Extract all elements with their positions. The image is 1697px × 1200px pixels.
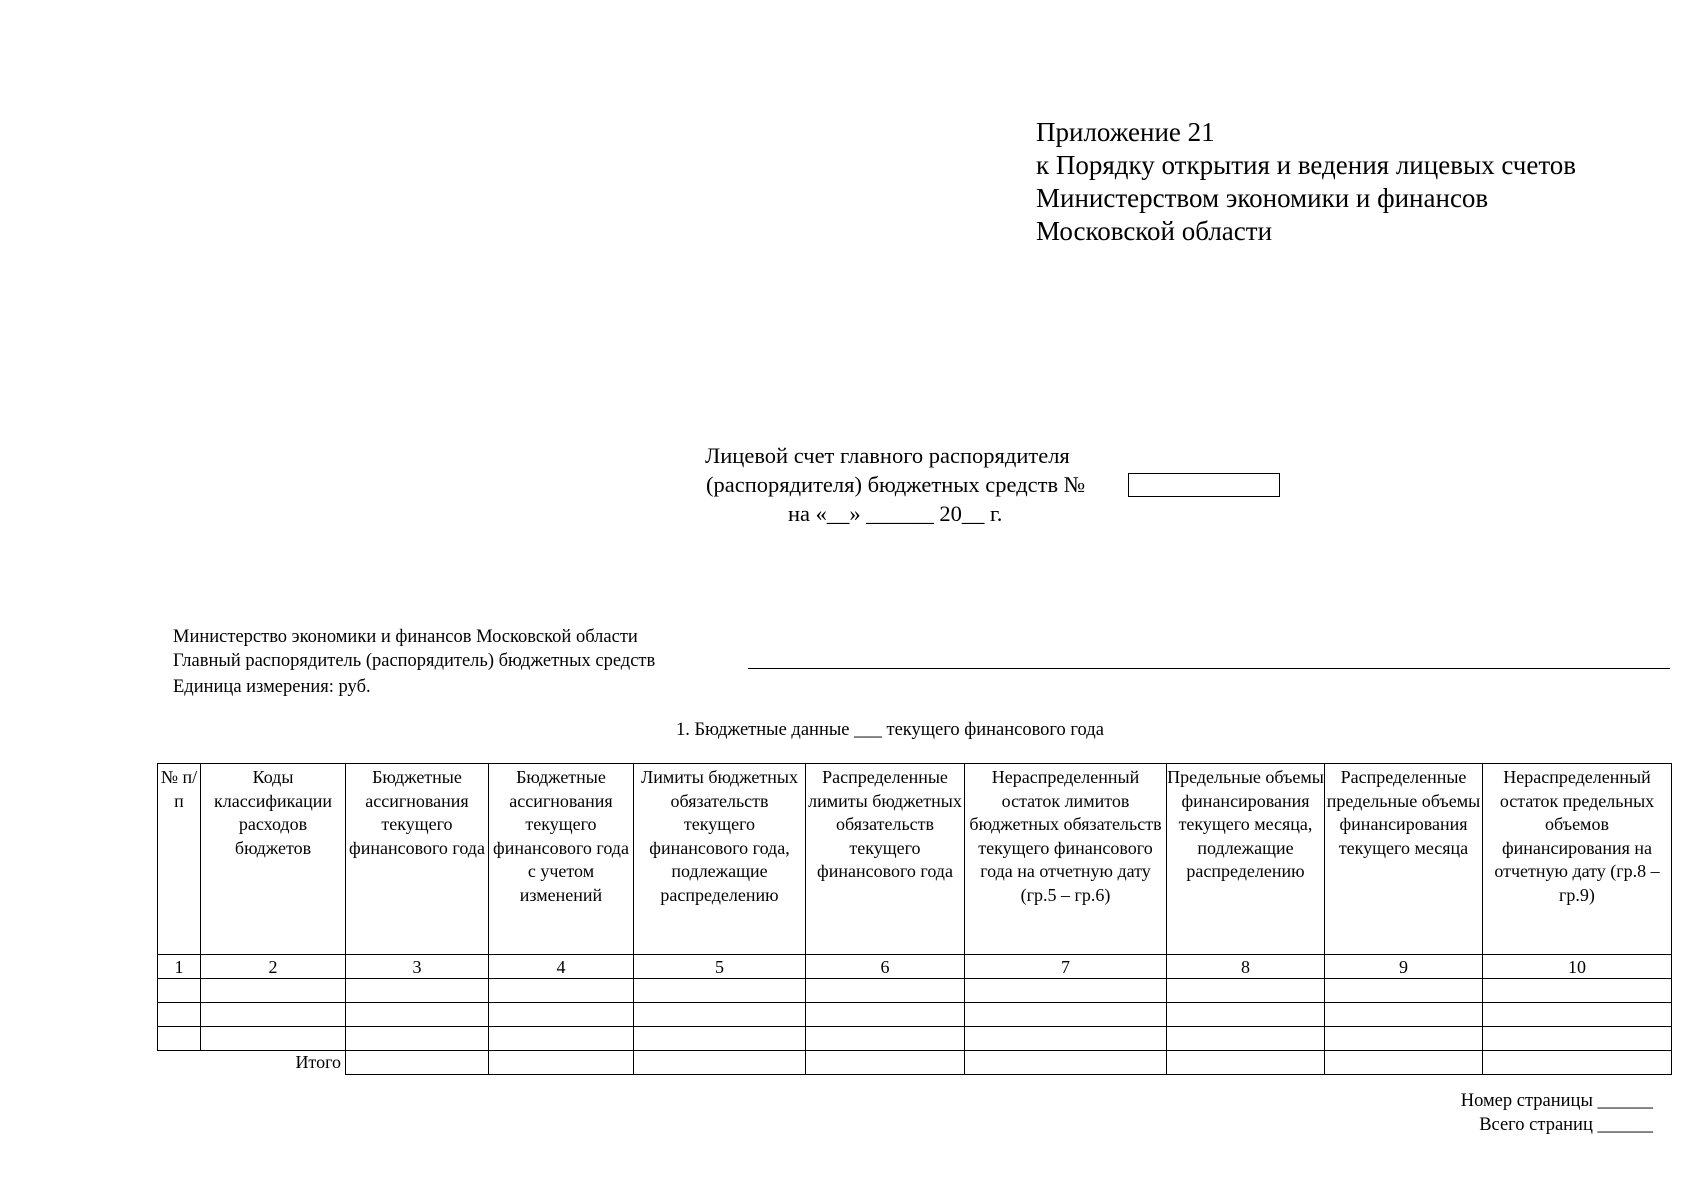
table-cell[interactable] xyxy=(965,1027,1167,1051)
table-cell[interactable] xyxy=(965,979,1167,1003)
table-row xyxy=(158,1003,1672,1027)
table-row xyxy=(158,1027,1672,1051)
table-cell[interactable] xyxy=(1483,1003,1672,1027)
total-cell[interactable] xyxy=(346,1051,489,1075)
account-number-field[interactable] xyxy=(1128,473,1280,497)
column-header: Распределенные лимиты бюджетных обязательств текущего финансового года xyxy=(806,764,965,955)
table-row xyxy=(158,979,1672,1003)
table-cell[interactable] xyxy=(201,979,346,1003)
appendix-line: к Порядку открытия и ведения лицевых счетов xyxy=(1036,150,1577,180)
appendix-line: Московской области xyxy=(1036,216,1273,246)
table-cell[interactable] xyxy=(489,1027,634,1051)
blank-cell xyxy=(158,1051,201,1075)
column-number: 1 xyxy=(158,955,201,979)
table-cell[interactable] xyxy=(1483,1027,1672,1051)
table-cell[interactable] xyxy=(1167,1027,1325,1051)
column-number: 2 xyxy=(201,955,346,979)
table-cell[interactable] xyxy=(1325,979,1483,1003)
column-header: Нераспределенный остаток лимитов бюджетных обязательств текущего финансового года на отчетную дату (гр.5 – гр.6) xyxy=(965,764,1167,955)
column-header: Нераспределенный остаток предельных объемов финансирования на отчетную дату (гр.8 – гр.9) xyxy=(1483,764,1672,955)
table-cell[interactable] xyxy=(634,1027,806,1051)
table-cell[interactable] xyxy=(1167,979,1325,1003)
table-cell[interactable] xyxy=(1325,1027,1483,1051)
column-number: 7 xyxy=(965,955,1167,979)
ministry-name: Министерство экономики и финансов Московской области xyxy=(173,627,638,647)
table-cell[interactable] xyxy=(346,979,489,1003)
table-cell[interactable] xyxy=(158,979,201,1003)
column-number: 10 xyxy=(1483,955,1672,979)
table-cell[interactable] xyxy=(806,1027,965,1051)
column-header: Бюджетные ассигнования текущего финансового года xyxy=(346,764,489,955)
table-cell[interactable] xyxy=(346,1027,489,1051)
table-cell[interactable] xyxy=(201,1003,346,1027)
column-number: 5 xyxy=(634,955,806,979)
total-cell[interactable] xyxy=(489,1051,634,1075)
column-number: 6 xyxy=(806,955,965,979)
column-number: 3 xyxy=(346,955,489,979)
column-header: Коды классификации расходов бюджетов xyxy=(201,764,346,955)
section-title: 1. Бюджетные данные ___ текущего финансового года xyxy=(676,720,1104,740)
total-cell[interactable] xyxy=(965,1051,1167,1075)
column-header: Лимиты бюджетных обязательств текущего финансового года, подлежащие распределению xyxy=(634,764,806,955)
unit-of-measure: Единица измерения: руб. xyxy=(173,677,371,697)
total-cell[interactable] xyxy=(1325,1051,1483,1075)
column-number: 4 xyxy=(489,955,634,979)
column-number: 9 xyxy=(1325,955,1483,979)
budget-data-table xyxy=(157,763,1672,1075)
total-cell[interactable] xyxy=(634,1051,806,1075)
table-cell[interactable] xyxy=(634,979,806,1003)
table-cell[interactable] xyxy=(1167,1003,1325,1027)
appendix-line: Министерством экономики и финансов xyxy=(1036,183,1489,213)
table-cell[interactable] xyxy=(806,979,965,1003)
account-title-line2: (распорядителя) бюджетных средств № xyxy=(706,472,1086,497)
table-cell[interactable] xyxy=(634,1003,806,1027)
total-cell[interactable] xyxy=(806,1051,965,1075)
total-cell[interactable] xyxy=(1167,1051,1325,1075)
table-header-row xyxy=(158,764,1672,955)
table-cell[interactable] xyxy=(1325,1003,1483,1027)
column-number: 8 xyxy=(1167,955,1325,979)
table-cell[interactable] xyxy=(1483,979,1672,1003)
table-cell[interactable] xyxy=(489,979,634,1003)
table-cell[interactable] xyxy=(806,1003,965,1027)
appendix-header xyxy=(1036,116,1576,248)
budget-manager-label: Главный распорядитель (распорядитель) бюджетных средств xyxy=(173,651,656,671)
table-cell[interactable] xyxy=(489,1003,634,1027)
column-number-row xyxy=(158,955,1672,979)
appendix-title: Приложение 21 xyxy=(1036,117,1215,147)
column-header: Распределенные предельные объемы финансирования текущего месяца xyxy=(1325,764,1483,955)
total-cell[interactable] xyxy=(1483,1051,1672,1075)
total-label: Итого xyxy=(295,1052,341,1072)
budget-manager-field[interactable] xyxy=(748,668,1670,669)
total-pages: Всего страниц ______ xyxy=(1479,1115,1653,1135)
column-header: Предельные объемы финансирования текущего месяца, подлежащие распределению xyxy=(1167,764,1325,955)
page-number: Номер страницы ______ xyxy=(1460,1091,1653,1111)
table-cell[interactable] xyxy=(201,1027,346,1051)
total-row xyxy=(158,1051,1672,1075)
column-header: № п/п xyxy=(158,764,201,955)
table-cell[interactable] xyxy=(158,1003,201,1027)
account-title: Лицевой счет главного распорядителя xyxy=(705,443,1070,468)
column-header: Бюджетные ассигнования текущего финансового года с учетом изменений xyxy=(489,764,634,955)
table-cell[interactable] xyxy=(965,1003,1167,1027)
table-cell[interactable] xyxy=(158,1027,201,1051)
table-cell[interactable] xyxy=(346,1003,489,1027)
account-date: на «__» ______ 20__ г. xyxy=(788,501,1003,526)
